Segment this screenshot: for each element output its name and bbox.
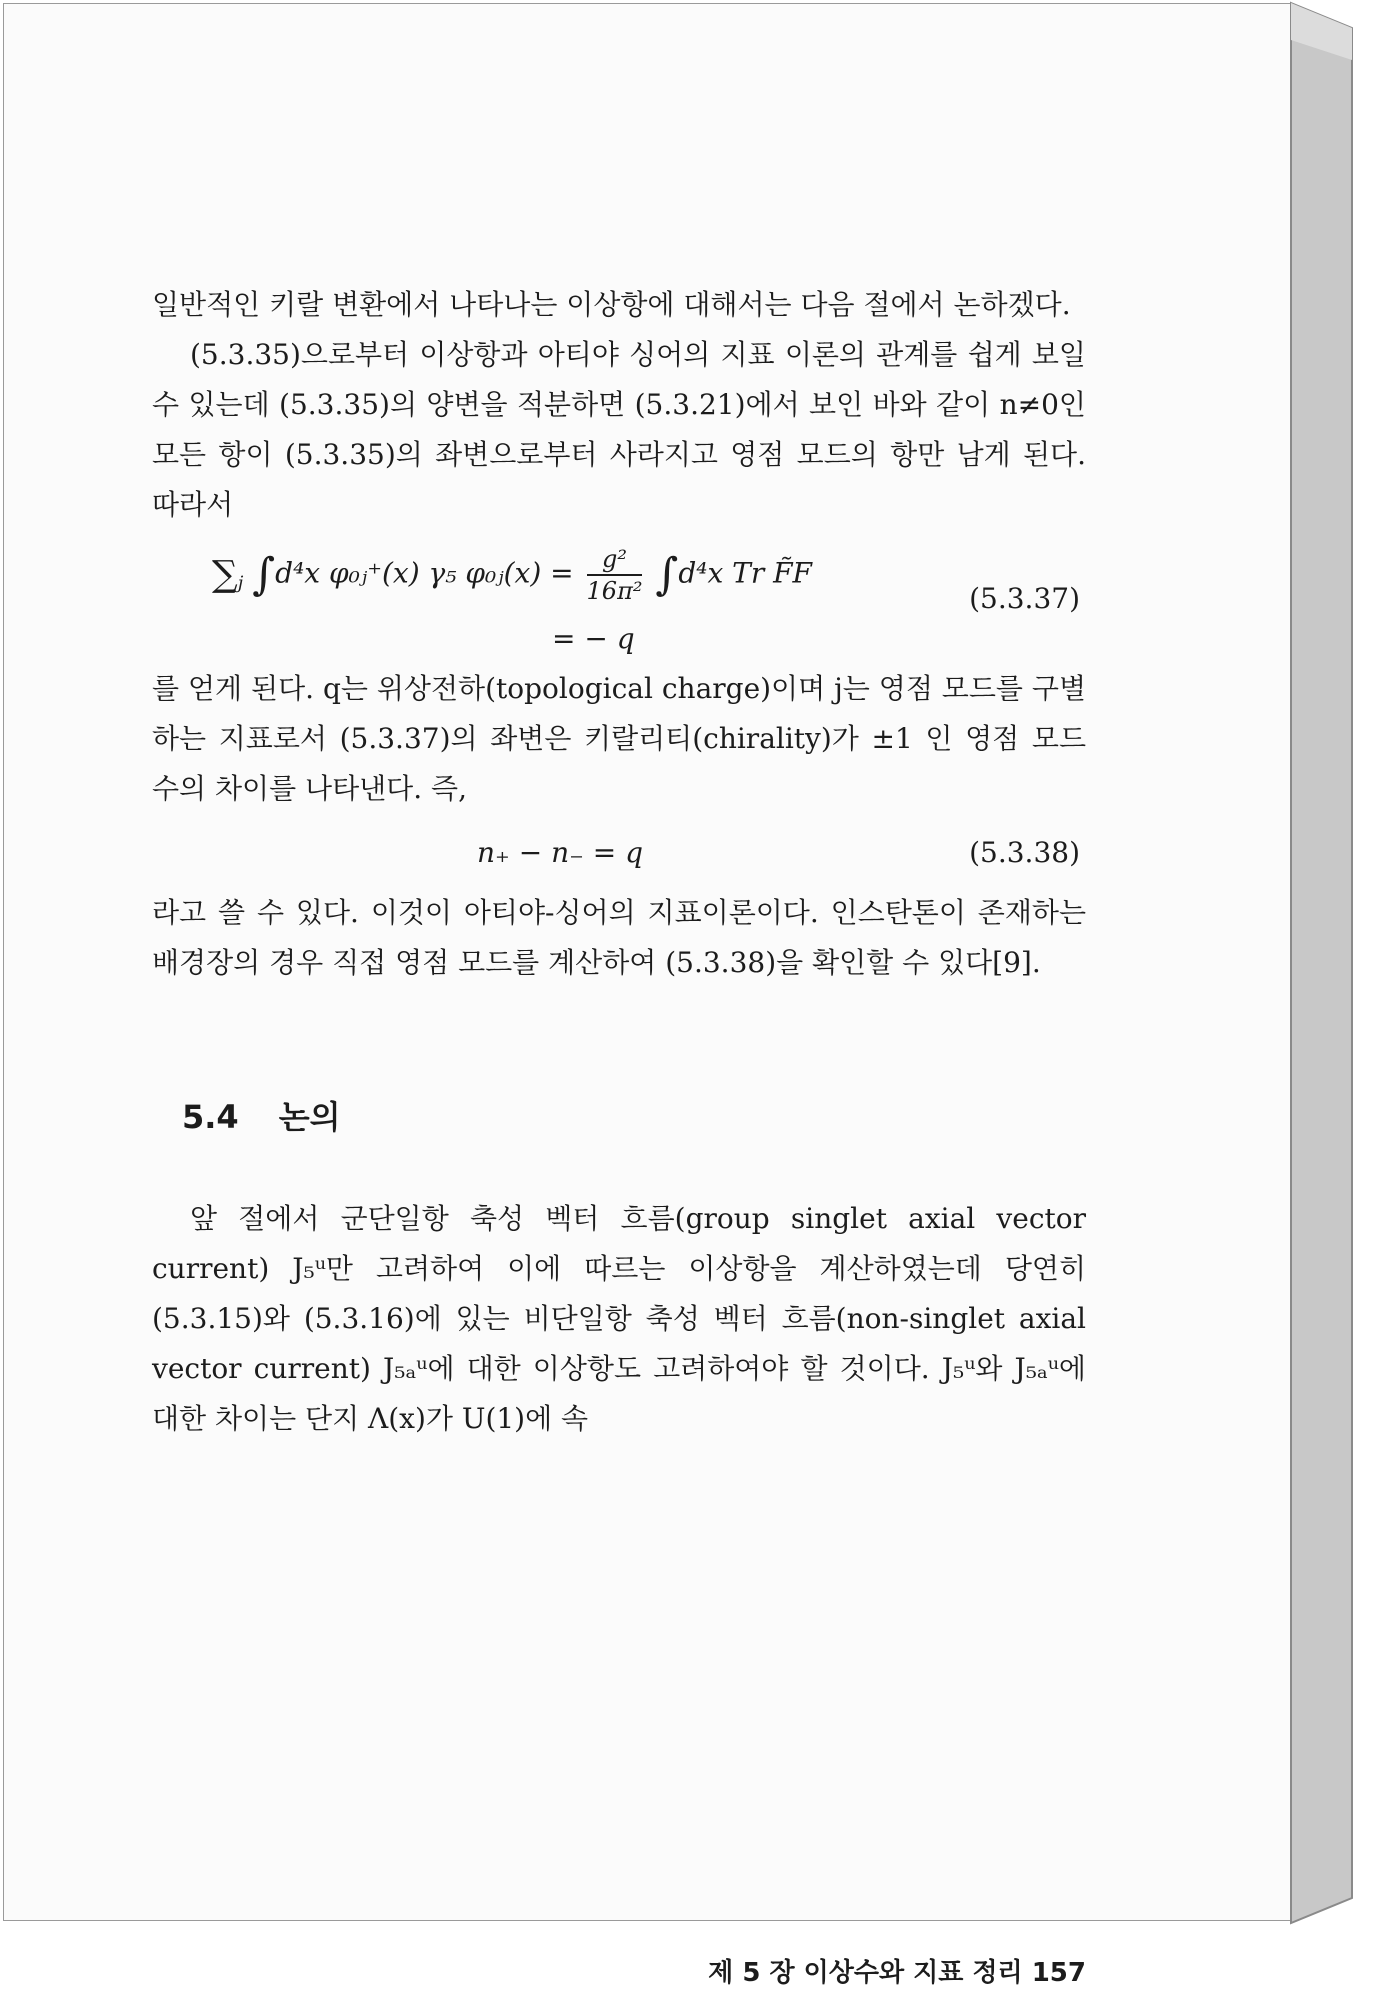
equation-number: (5.3.38) [969,836,1080,869]
section-heading [152,1092,1086,1142]
section-title: 논의 [278,1098,341,1136]
paragraph: (5.3.35)으로부터 이상항과 아티야 싱어의 지표 이론의 관계를 쉽게 보일 수 있는데 (5.3.35)의 양변을 적분하면 (5.3.21)에서 보인 바와 같이 n≠0인 모든 항이 (5.3.35)의 좌변으로부터 사라지고 영점 모드의 항만 남게 된다. 따라서 [152,338,1086,521]
sum-index: j [237,572,244,594]
equation-5-3-38 [152,822,1086,888]
paragraph: 일반적인 키랄 변환에서 나타나는 이상항에 대해서는 다음 절에서 논하겠다. [152,288,1071,321]
equation-line2: = − q [552,622,635,655]
equation-number: (5.3.37) [969,582,1080,615]
equation-5-3-37 [152,544,1086,664]
integral-symbol: ∫ [252,549,276,600]
integral-symbol: ∫ [655,549,679,600]
fraction-numerator: g² [587,544,643,576]
running-footer: 제 5 장 이상수와 지표 정리 157 [708,1958,1086,1988]
fraction-denominator: 16π² [586,577,643,605]
paragraph: 라고 쓸 수 있다. 이것이 아티야-싱어의 지표이론이다. 인스탄톤이 존재하는 배경장의 경우 직접 영점 모드를 계산하여 (5.3.38)을 확인할 수 있다[9]. [152,896,1086,979]
fraction [587,544,643,606]
sum-symbol: ∑ [212,554,238,595]
equation-right: d⁴x Tr F̃F [678,556,812,590]
section-number: 5.4 [182,1098,239,1136]
equation-body: n₊ − n₋ = q [477,836,644,869]
paragraph: 를 얻게 된다. q는 위상전하(topological charge)이며 j는 영점 모드를 구별하는 지표로서 (5.3.37)의 좌변은 키랄리티(chirality)가 ±1 인 영점 모드 수의 차이를 나타낸다. 즉, [152,672,1086,805]
paragraph: 앞 절에서 군단일항 축성 벡터 흐름(group singlet axial vector current) J₅ᵘ만 고려하여 이에 따르는 이상항을 계산하였는데 당연히 (5.3.15)와 (5.3.16)에 있는 비단일항 축성 벡터 흐름(non-singlet axial vector current) J₅ₐᵘ에 대한 이상항도 고려하여야 할 것이다. J₅ᵘ와 J₅ₐᵘ에 대한 차이는 단지 Λ(x)가 U(1)에 속 [152,1202,1086,1435]
page-content [152,280,1086,1988]
equation-left: d⁴x φ₀ⱼ⁺(x) γ₅ φ₀ⱼ(x) = [275,556,574,590]
